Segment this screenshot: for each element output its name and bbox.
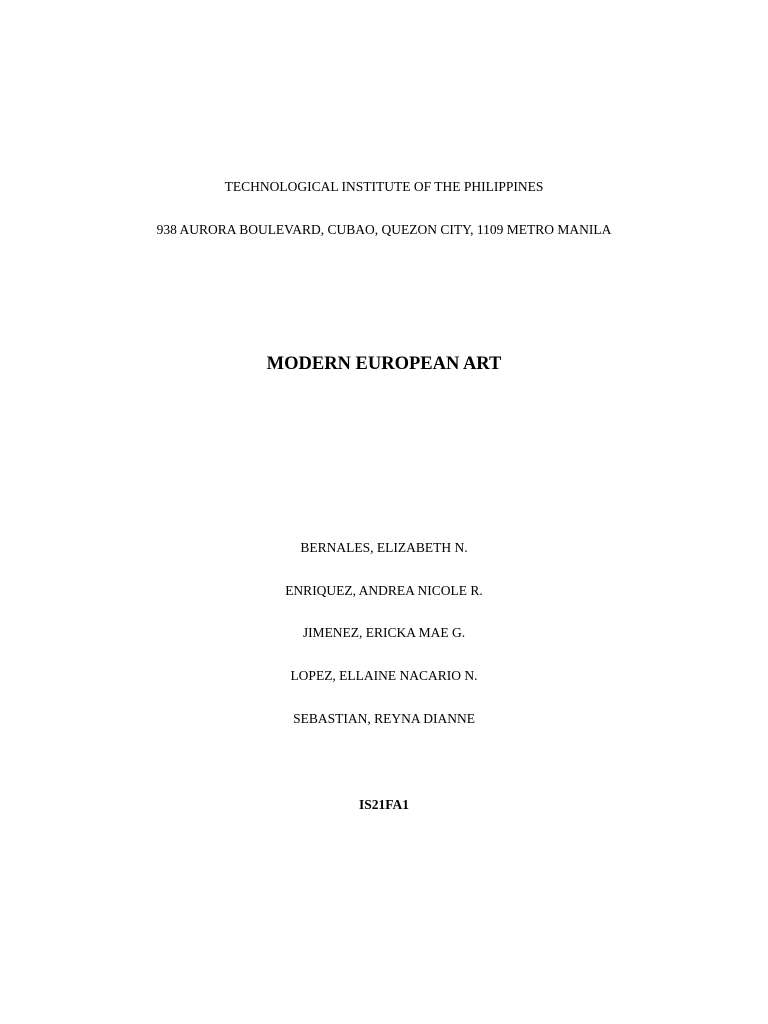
member-name: BERNALES, ELIZABETH N. [300, 540, 468, 555]
document-title: MODERN EUROPEAN ART [266, 354, 502, 374]
member-name: SEBASTIAN, REYNA DIANNE [293, 711, 475, 726]
section-code: IS21FA1 [358, 797, 409, 812]
member-name: ENRIQUEZ, ANDREA NICOLE R. [285, 583, 483, 598]
member-name: JIMENEZ, ERICKA MAE G. [302, 625, 466, 640]
member-name: LOPEZ, ELLAINE NACARIO N. [290, 668, 478, 683]
institution-address: 938 AURORA BOULEVARD, CUBAO, QUEZON CITY, 1109 METRO MANILA [156, 222, 612, 237]
institution-name: TECHNOLOGICAL INSTITUTE OF THE PHILIPPINES [224, 179, 544, 194]
